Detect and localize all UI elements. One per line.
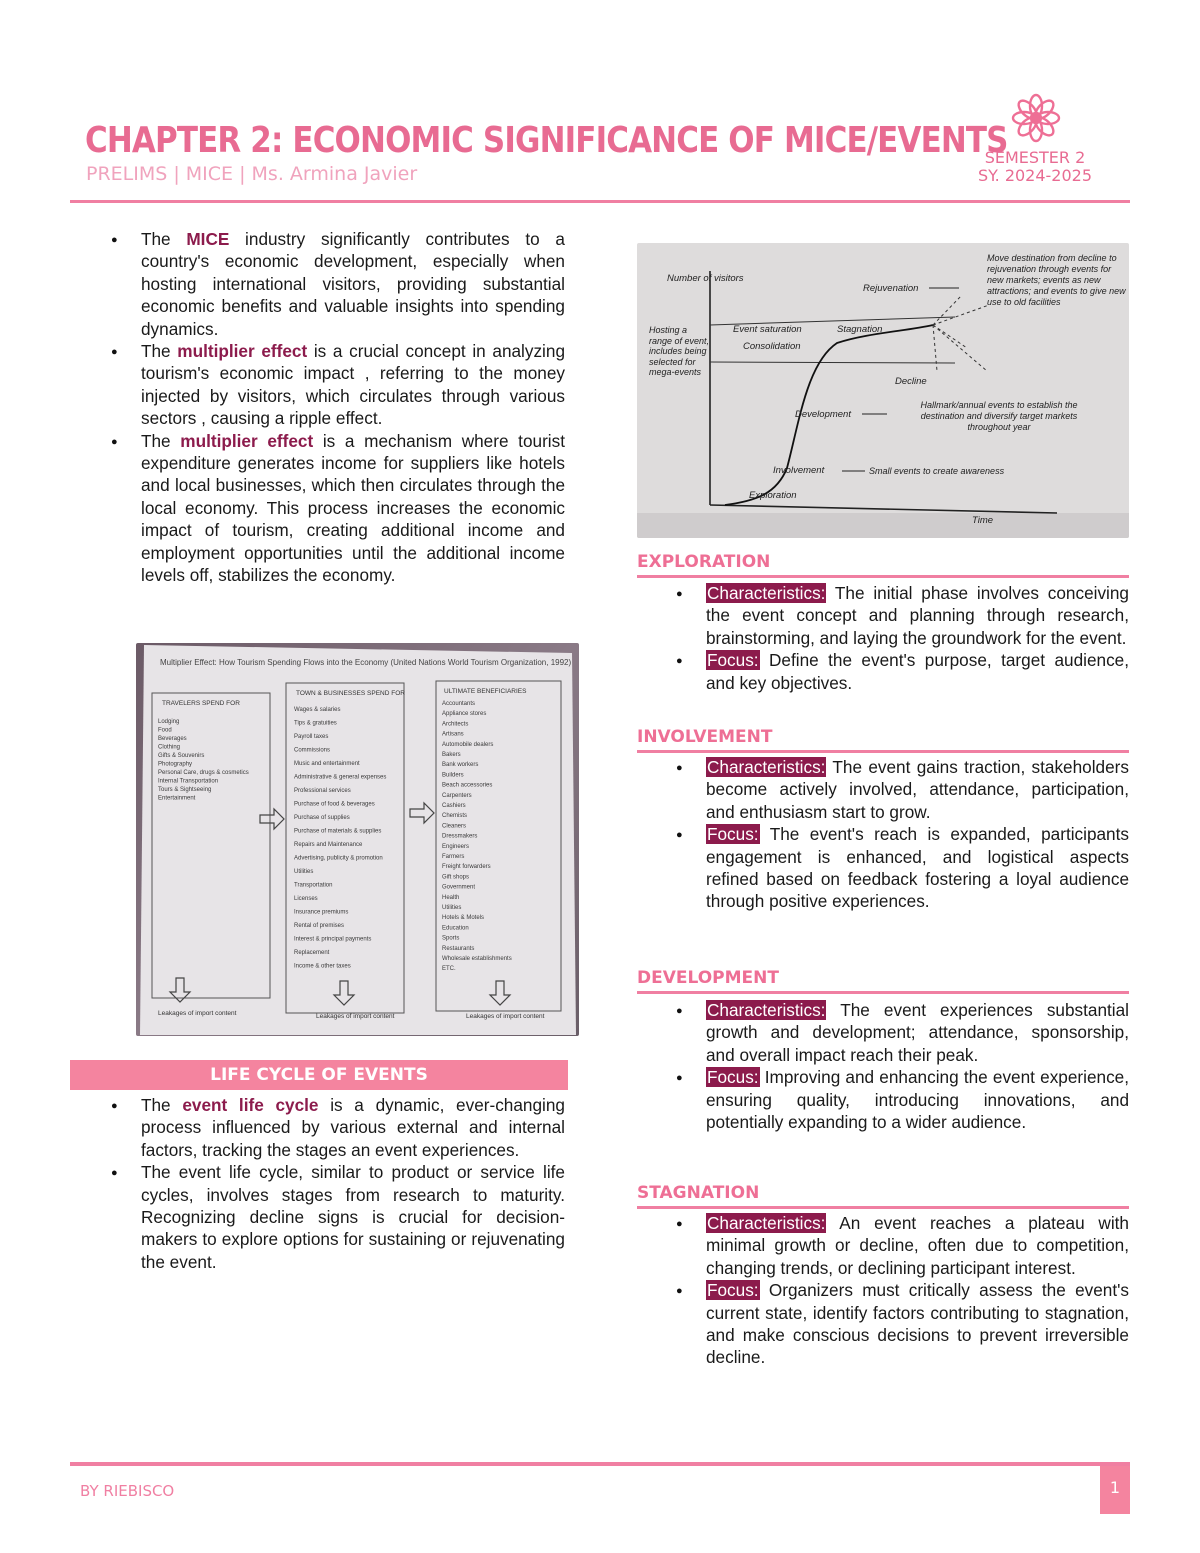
photo-list-item: Dressmakers [442,833,478,840]
flower-icon [1010,92,1062,144]
section-heading-development: DEVELOPMENT [637,968,1129,994]
photo-list-item: Commissions [294,747,331,754]
lifecycle-bullets [103,1094,565,1273]
school-year: SY. 2024-2025 [977,166,1093,185]
diagram-y-label: Number of visitors [667,273,744,284]
stage-event-saturation: Event saturation [733,324,802,335]
note-development: Hallmark/annual events to establish the destination and diversify target markets throughout year [920,400,1078,432]
photo-col2-title: TOWN & BUSINESSES SPEND FOR [296,690,405,697]
photo-list-item: Builders [442,772,464,779]
photo-list-item: Licenses [294,896,318,902]
stage-exploration: Exploration [749,490,797,501]
photo-list-item: Professional services [294,788,351,794]
photo-list-item: Advertising, publicity & promotion [294,855,383,862]
photo-col1-title: TRAVELERS SPEND FOR [162,700,240,707]
semester-info [965,149,1105,185]
photo-list-item: Entertainment [158,795,196,802]
photo-list-item: Freight forwarders [442,864,491,871]
diagram-side-note: Hosting a range of event, includes being selected for mega-events [649,325,710,377]
page-number: 1 [1100,1466,1130,1514]
photo-list-item: Farmers [442,854,465,860]
left-column [103,228,565,587]
footer-author: BY RIEBISCO [80,1482,175,1500]
photo-list-item: Government [442,884,476,891]
photo-list-item: Food [158,727,172,734]
photo-footer-3: Leakages of import content [466,1013,545,1020]
stage-decline: Decline [895,376,927,387]
stage-consolidation: Consolidation [743,341,801,352]
photo-caption: Multiplier Effect: How Tourism Spending Flows into the Economy (United Nations World Tourism Organization, 1992) [160,658,572,667]
photo-list-item: Gift shops [442,874,470,881]
stagnation-list [668,1212,1129,1369]
photo-list-item: Purchase of food & beverages [294,801,375,808]
photo-list-item: Beach accessories [442,782,493,789]
photo-list-item: Carpenters [442,792,472,799]
photo-list-item: Engineers [442,843,470,850]
photo-list-item: Internal Transportation [158,778,219,785]
photo-list-item: Wages & salaries [294,707,341,713]
photo-list-item: Cashiers [442,803,466,809]
page-subtitle: PRELIMS | MICE | Ms. Armina Javier [86,163,418,185]
photo-list-item: Beverages [158,736,187,742]
section-heading-exploration: EXPLORATION [637,552,1129,578]
list-item: ● Characteristics: An event reaches a plateau with minimal growth or decline, often due to competition, changing trends, or declining participant interest. [668,1212,1129,1279]
note-involvement: Small events to create awareness [869,466,1005,476]
photo-list-item: ETC. [442,966,456,973]
photo-list-item: Replacement [294,950,330,956]
photo-list-item: Architects [442,721,469,728]
photo-list-item: Restaurants [442,945,475,952]
photo-list-item: Artisans [442,731,464,738]
photo-list-item: Education [442,925,469,932]
list-item: ● Characteristics: The initial phase involves conceiving the event concept and planning through research, brainstorming, and laying the groundwork for the event. [668,582,1129,649]
list-item: ● The multiplier effect is a crucial concept in analyzing tourism's economic impact , referring to the money injected by visitors, which circulates through various sectors , causing a ripple effect. [103,340,565,430]
photo-list-item: Cleaners [442,823,467,830]
photo-list-item: Automobile dealers [442,741,494,748]
list-item: ● The MICE industry significantly contributes to a country's economic development, especially when hosting international visitors, providing substantial economic benefits and valuable insights into spending dynamics. [103,228,565,340]
photo-list-item: Purchase of materials & supplies [294,828,382,835]
photo-list-item: Utilities [442,905,462,911]
semester-label: SEMESTER 2 [984,148,1086,167]
footer-divider [70,1462,1130,1466]
photo-list-item: Lodging [158,719,180,725]
photo-list-item: Clothing [158,744,181,751]
lifecycle-heading: LIFE CYCLE OF EVENTS [70,1060,568,1090]
photo-list-item: Interest & principal payments [294,936,372,943]
intro-bullets [103,228,565,587]
section-heading-stagnation: STAGNATION [637,1183,1129,1209]
development-list [668,999,1129,1133]
list-item: ● Focus: Organizers must critically assess the event's current state, identify factors contributing to stagnation, and make conscious decisions to prevent irreversible decline. [668,1279,1129,1369]
stage-development: Development [795,409,851,420]
photo-col3-title: ULTIMATE BENEFICIARIES [444,688,527,695]
note-rejuvenation: Move destination from decline to rejuvenation through events for new markets; events as new attractions; and events to give new use to old facilities [987,253,1126,307]
list-item: ● Characteristics: The event gains traction, stakeholders become actively involved, attendance, participation, and enthusiasm start to grow. [668,756,1129,823]
photo-list-item: Administrative & general expenses [294,774,387,781]
header-divider [70,200,1130,203]
multiplier-effect-photo [136,643,579,1036]
list-item: ● The multiplier effect is a mechanism where tourist expenditure generates income for suppliers like hotels and local businesses, which then circulates through the local economy. This process increases the economic impact of tourism, creating additional income and employment opportunities until the additional income levels off, stabilizes the economy. [103,430,565,587]
photo-list-item: Utilities [294,869,314,875]
stage-stagnation: Stagnation [837,324,883,335]
photo-list-item: Personal Care, drugs & cosmetics [158,770,249,776]
lifecycle-diagram-photo [637,243,1129,538]
list-item: ● Focus: Define the event's purpose, target audience, and key objectives. [668,649,1129,694]
list-item: ● Focus: Improving and enhancing the event experience, ensuring quality, introducing innovations, and potentially expanding to a wider audience. [668,1066,1129,1133]
photo-list-item: Purchase of supplies [294,815,350,821]
exploration-list [668,582,1129,694]
photo-list-item: Payroll taxes [294,734,329,740]
photo-list-item: Repairs and Maintenance [294,842,363,848]
stage-rejuvenation: Rejuvenation [863,283,919,294]
photo-list-item: Bank workers [442,762,479,769]
photo-list-item: Bakers [442,752,461,758]
photo-footer-1: Leakages of import content [158,1010,237,1017]
section-heading-involvement: INVOLVEMENT [637,727,1129,753]
photo-list-item: Transportation [294,882,333,889]
photo-list-item: Chemists [442,813,468,820]
diagram-x-label: Time [972,515,994,526]
photo-list-item: Tips & gratuities [294,720,337,727]
photo-list-item: Insurance premiums [294,909,349,916]
photo-list-item: Photography [158,761,193,768]
page-title: CHAPTER 2: ECONOMIC SIGNIFICANCE OF MICE/EVENTS [85,120,1008,161]
involvement-list [668,756,1129,913]
photo-list-item: Wholesale establishments [442,956,512,962]
photo-list-item: Music and entertainment [294,761,360,767]
photo-list-item: Income & other taxes [294,963,351,970]
photo-list-item: Rental of premises [294,923,345,929]
list-item: ● Characteristics: The event experiences substantial growth and development; attendance, sponsorship, and overall impact reach their peak. [668,999,1129,1066]
stage-involvement: Involvement [773,465,825,476]
photo-list-item: Hotels & Motels [442,915,485,922]
list-item: ● Focus: The event's reach is expanded, participants engagement is enhanced, and logistical aspects refined based on feedback fostering a loyal audience through positive experiences. [668,823,1129,913]
photo-list-item: Tours & Sightseeing [158,787,212,793]
lifecycle-column [103,1094,565,1273]
photo-list-item: Health [442,894,460,901]
list-item: ● The event life cycle is a dynamic, ever-changing process influenced by various external and internal factors, tracking the stages an event experiences. [103,1094,565,1161]
photo-footer-2: Leakages of import content [316,1013,395,1020]
photo-list-item: Accountants [442,701,476,707]
photo-list-item: Gifts & Souvenirs [158,753,205,759]
photo-list-item: Appliance stores [442,711,487,718]
photo-list-item: Sports [442,935,460,942]
list-item: ● The event life cycle, similar to product or service life cycles, involves stages from research to maturity. Recognizing decline signs is crucial for decision-makers to explore options for sustaining or rejuvenating the event. [103,1161,565,1273]
